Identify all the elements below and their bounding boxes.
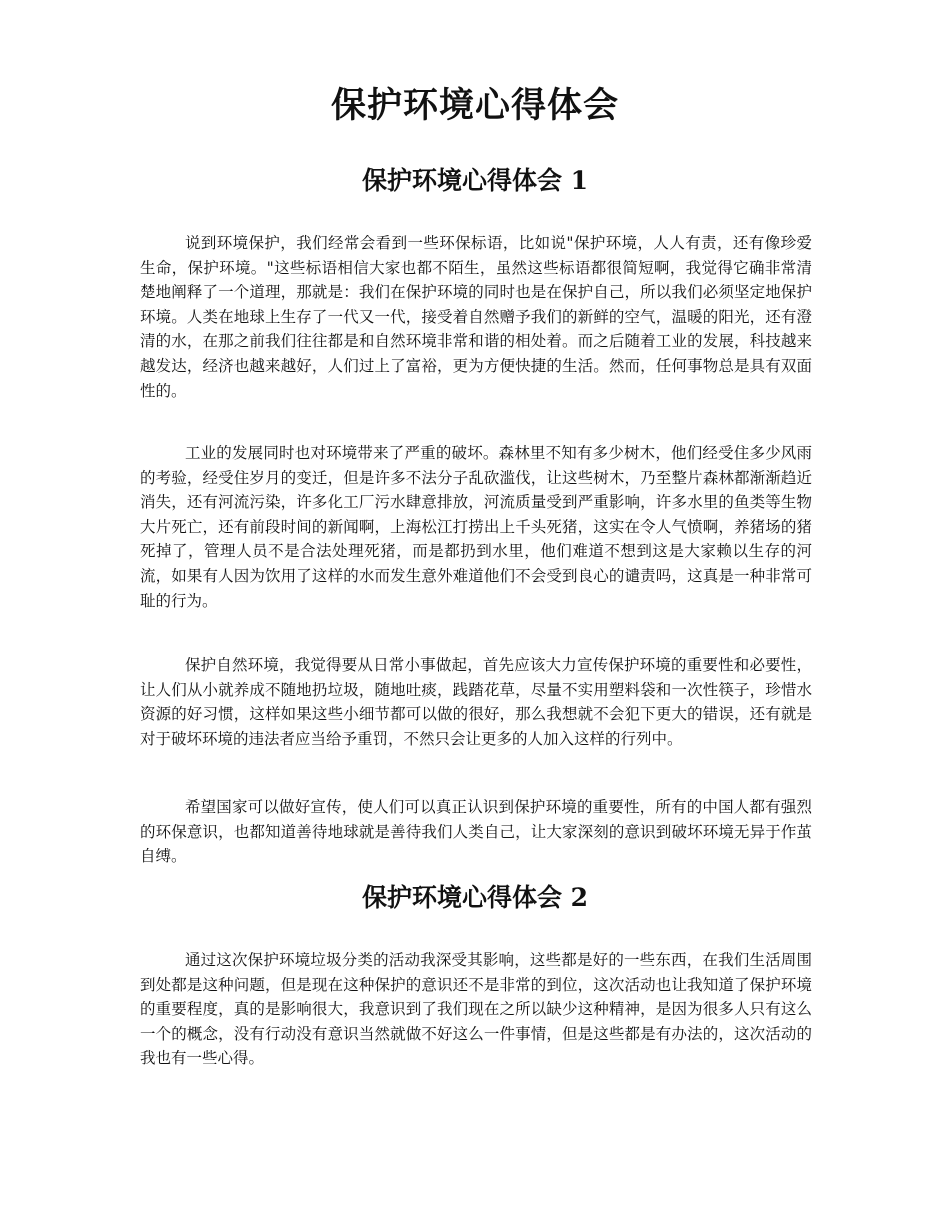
section-1-paragraph-1: 说到环境保护，我们经常会看到一些环保标语，比如说"保护环境，人人有责，还有像珍爱生命，保护环境。"这些标语相信大家也都不陌生，虽然这些标语都很简短啊，我觉得它确非常清楚地阐释了一个道理，那就是：我们在保护环境的同时也是在保护自己，所以我们必须坚定地保护环境。人类在地球上生存了一代又一代，接受着自然赠予我们的新鲜的空气，温暖的阳光，还有澄清的水，在那之前我们往往都是和自然环境非常和谐的相处着。而之后随着工业的发展，科技越来越发达，经济也越来越好，人们过上了富裕，更为方便快捷的生活。然而，任何事物总是具有双面性的。 (140, 234, 812, 400)
section-1-paragraph-4: 希望国家可以做好宣传，使人们可以真正认识到保护环境的重要性，所有的中国人都有强烈的环保意识，也都知道善待地球就是善待我们人类自己，让大家深刻的意识到破坏环境无异于作茧自缚。 (140, 798, 812, 866)
section-1-paragraph-2: 工业的发展同时也对环境带来了严重的破坏。森林里不知有多少树木，他们经受住多少风雨的考验，经受住岁月的变迁，但是许多不法分子乱砍滥伐，让这些树木，乃至整片森林都渐渐趋近消失，还有河流污染，许多化工厂污水肆意排放，河流质量受到严重影响，许多水里的鱼类等生物大片死亡，还有前段时间的新闻啊，上海松江打捞出上千头死猪，这实在令人气愤啊，养猪场的猪死掉了，管理人员不是合法处理死猪，而是都扔到水里，他们难道不想到这是大家赖以生存的河流，如果有人因为饮用了这样的水而发生意外难道他们不会受到良心的谴责吗，这真是一种非常可耻的行为。 (140, 444, 812, 610)
section-heading-1: 保护环境心得体会 1 (361, 166, 589, 195)
section-2-paragraph-1: 通过这次保护环境垃圾分类的活动我深受其影响，这些都是好的一些东西，在我们生活周围到处都是这种问题，但是现在这种保护的意识还不是非常的到位，这次活动也让我知道了保护环境的重要程度，真的是影响很大，我意识到了我们现在之所以缺少这种精神，是因为很多人只有这么一个的概念，没有行动没有意识当然就做不好这么一件事情，但是这些都是有办法的，这次活动的我也有一些心得。 (140, 951, 812, 1068)
section-1-paragraph-3: 保护自然环境，我觉得要从日常小事做起，首先应该大力宣传保护环境的重要性和必要性，让人们从小就养成不随地扔垃圾，随地吐痰，践踏花草，尽量不实用塑料袋和一次性筷子，珍惜水资源的好习惯，这样如果这些小细节都可以做的很好，那么我想就不会犯下更大的错误，还有就是对于破坏环境的违法者应当给予重罚，不然只会让更多的人加入这样的行列中。 (140, 656, 812, 748)
section-heading-2: 保护环境心得体会 2 (361, 883, 589, 912)
document-title: 保护环境心得体会 (330, 85, 619, 126)
